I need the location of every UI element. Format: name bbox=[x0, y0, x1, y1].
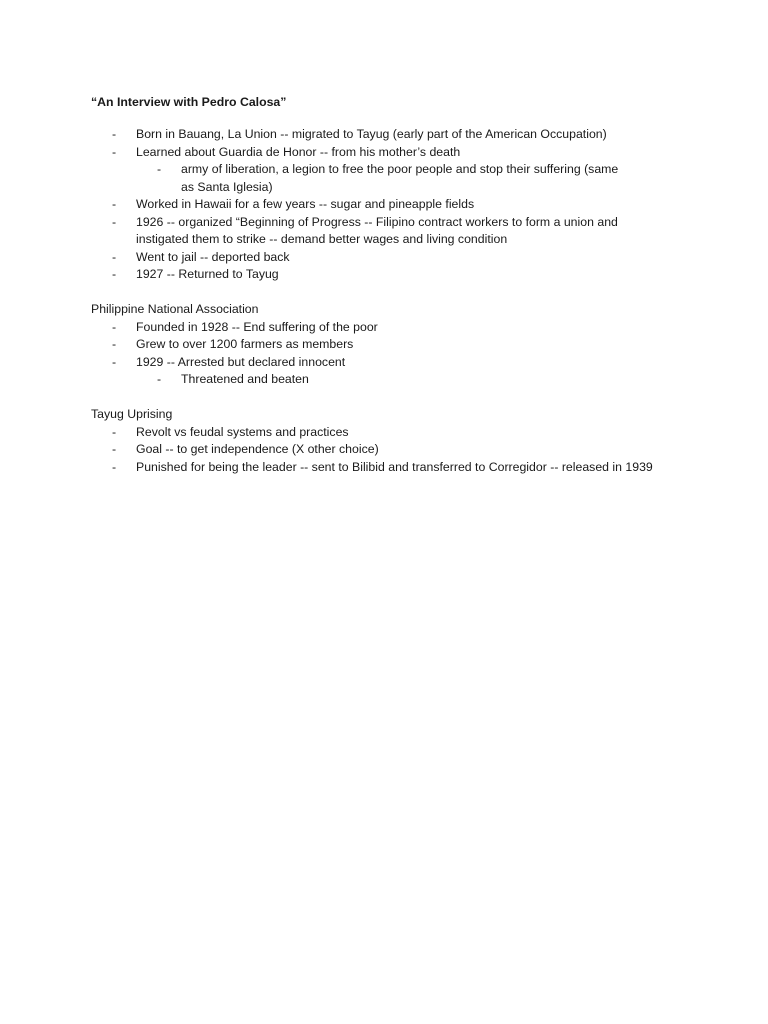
list-item-text: 1926 -- organized “Beginning of Progress -- Filipino contract workers to form a union and instigated them to strike -- demand better wages and living condition bbox=[136, 214, 618, 246]
list-item bbox=[91, 424, 731, 442]
bullet-dash: - bbox=[112, 354, 117, 369]
bullet-dash: - bbox=[112, 197, 117, 211]
list-item bbox=[91, 441, 731, 459]
list-item-text: Born in Bauang, La Union -- migrated to Tayug (early part of the American Occupation) bbox=[136, 127, 607, 141]
bullet-list bbox=[91, 319, 731, 389]
bullet-list bbox=[91, 424, 731, 477]
list-item-text: Punished for being the leader -- sent to Bilibid and transferred to Corregidor -- released in 1939 bbox=[136, 459, 653, 474]
section-philippine-national-association bbox=[91, 301, 731, 389]
list-item bbox=[91, 161, 626, 196]
list-item bbox=[91, 336, 731, 354]
list-item bbox=[91, 266, 731, 284]
list-item-text: army of liberation, a legion to free the poor people and stop their suffering (same as Santa Iglesia) bbox=[181, 162, 619, 194]
bullet-dash: - bbox=[112, 214, 117, 229]
bullet-dash: - bbox=[112, 459, 117, 474]
bullet-dash: - bbox=[157, 162, 162, 176]
list-item-text: Worked in Hawaii for a few years -- sugar and pineapple fields bbox=[136, 197, 475, 211]
bullet-dash: - bbox=[112, 267, 117, 281]
bullet-dash: - bbox=[112, 319, 117, 334]
bullet-dash: - bbox=[112, 424, 117, 439]
list-item bbox=[91, 319, 731, 337]
list-item bbox=[91, 354, 731, 372]
list-item-text: Revolt vs feudal systems and practices bbox=[136, 424, 349, 439]
section-interview-notes bbox=[91, 126, 731, 284]
bullet-dash: - bbox=[112, 127, 117, 141]
list-item bbox=[91, 214, 631, 249]
list-item bbox=[91, 126, 731, 144]
list-item bbox=[91, 196, 731, 214]
section-tayug-uprising bbox=[91, 406, 731, 476]
list-item-text: 1929 -- Arrested but declared innocent bbox=[136, 354, 346, 369]
bullet-dash: - bbox=[112, 442, 117, 456]
bullet-list bbox=[91, 126, 731, 284]
bullet-dash: - bbox=[112, 337, 117, 351]
section-heading: Philippine National Association bbox=[91, 302, 259, 316]
list-item-text: Went to jail -- deported back bbox=[136, 249, 290, 264]
bullet-dash: - bbox=[112, 144, 117, 159]
list-item bbox=[91, 249, 731, 267]
document-title: “An Interview with Pedro Calosa” bbox=[91, 95, 287, 109]
bullet-dash: - bbox=[157, 372, 162, 386]
list-item-text: Founded in 1928 -- End suffering of the poor bbox=[136, 319, 378, 334]
section-heading: Tayug Uprising bbox=[91, 407, 173, 421]
list-item-text: Threatened and beaten bbox=[181, 372, 309, 386]
list-item bbox=[91, 459, 731, 477]
bullet-dash: - bbox=[112, 249, 117, 264]
list-item-text: Learned about Guardia de Honor -- from his mother’s death bbox=[136, 144, 461, 159]
list-item-text: 1927 -- Returned to Tayug bbox=[136, 267, 279, 281]
list-item-text: Goal -- to get independence (X other choice) bbox=[136, 442, 379, 456]
list-item bbox=[91, 371, 731, 389]
list-item-text: Grew to over 1200 farmers as members bbox=[136, 337, 354, 351]
list-item bbox=[91, 144, 731, 162]
